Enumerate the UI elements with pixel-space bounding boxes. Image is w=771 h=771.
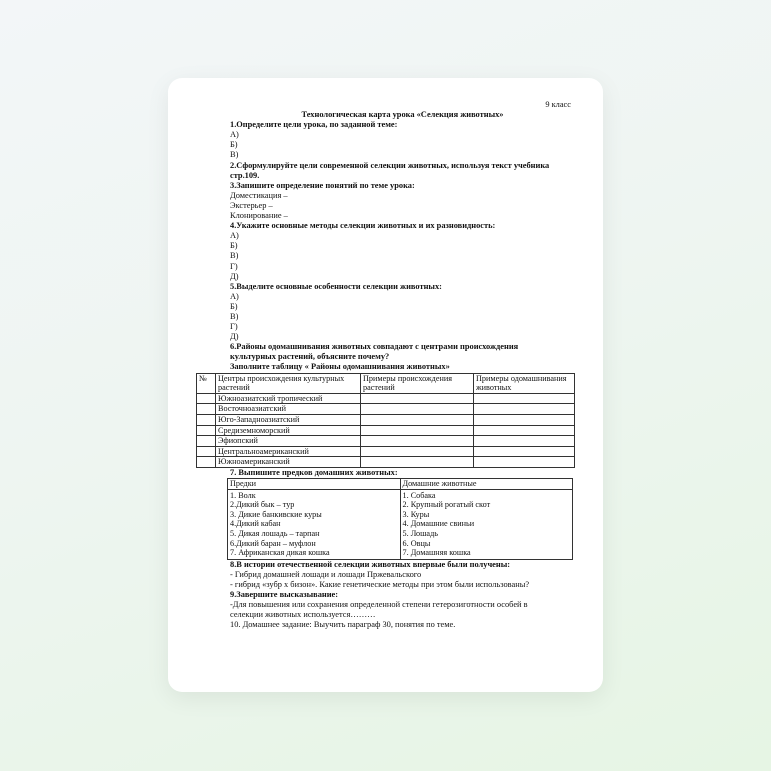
- table-cell: [197, 436, 216, 447]
- table-header-cell: Центры происхождения культурных растений: [216, 373, 361, 393]
- list-item: 6.Дикий баран – муфлон: [230, 538, 316, 548]
- q7-title: 7. Выпишите предков домашних животных:: [230, 467, 398, 477]
- table-cell[interactable]: [361, 457, 474, 468]
- list-item: 3. Куры: [402, 509, 430, 519]
- q3-item: Клонирование –: [230, 211, 288, 221]
- table-row: [197, 457, 575, 468]
- table-cell[interactable]: [474, 393, 575, 404]
- q1-item: Б): [230, 140, 238, 150]
- q6-title-line: культурных растений, объясните почему?: [230, 352, 390, 362]
- list-item: 1. Собака: [402, 490, 436, 500]
- grade-label: 9 класс: [545, 100, 571, 109]
- table-header-cell: №: [197, 373, 216, 393]
- list-item: 5. Дикая лошадь – тарпан: [230, 528, 320, 538]
- q4-item: Г): [230, 261, 238, 271]
- q1-item: А): [230, 130, 239, 140]
- q3-title: 3.Запишите определение понятий по теме урока:: [230, 180, 415, 190]
- table-header-cell: Домашние животные: [400, 478, 573, 489]
- table-cell: Восточноазиатский: [216, 404, 361, 415]
- q4-item: В): [230, 251, 239, 261]
- table-cell[interactable]: [361, 425, 474, 436]
- table-row: [197, 393, 575, 404]
- q5-item: А): [230, 291, 239, 301]
- domestication-table: [196, 373, 575, 468]
- table-cell: Южноамериканский: [216, 457, 361, 468]
- q2-title: 2.Сформулируйте цели современной селекции животных, используя текст учебника стр.109.: [230, 160, 550, 180]
- list-item: 1. Волк: [230, 490, 256, 500]
- q3-item: Экстерьер –: [230, 200, 273, 210]
- table-cell: Южноазиатский тропический: [216, 393, 361, 404]
- table-cell[interactable]: [474, 404, 575, 415]
- table-row: [197, 436, 575, 447]
- q4-item: Д): [230, 271, 239, 281]
- domestic-list: [400, 489, 573, 559]
- q4-item: А): [230, 231, 239, 241]
- list-item: 3. Дикие банкивские куры: [230, 509, 322, 519]
- table-cell: [197, 404, 216, 415]
- q1-item: В): [230, 150, 239, 160]
- q4-title: 4.Укажите основные методы селекции животных и их разновидность:: [230, 221, 496, 231]
- worksheet-page: [168, 78, 603, 692]
- table-row: [197, 404, 575, 415]
- table-row: [197, 425, 575, 436]
- table-cell: Юго-Западноазиатский: [216, 414, 361, 425]
- table-cell[interactable]: [361, 436, 474, 447]
- worksheet-content: [199, 100, 575, 630]
- list-item: 7. Африканская дикая кошка: [230, 548, 330, 558]
- table-cell: [197, 393, 216, 404]
- table-cell[interactable]: [474, 446, 575, 457]
- q8-item: - гибрид «зубр х бизон». Какие генетические методы при этом были использованы?: [230, 579, 530, 589]
- table-cell[interactable]: [474, 457, 575, 468]
- ancestors-list: [228, 489, 401, 559]
- table-row: [197, 446, 575, 457]
- list-item: 4.Дикий кабан: [230, 519, 281, 529]
- q9-text-line: селекции животных используется………: [230, 610, 376, 620]
- q6-title: [230, 342, 575, 362]
- q6-title-line: 6.Районы одомашнивания животных совпадают с центрами происхождения: [230, 342, 519, 352]
- table-cell: [197, 457, 216, 468]
- q9-text-line: -Для повышения или сохранения определенной степени гетерозиготности особей в: [230, 600, 528, 610]
- q10-text: 10. Домашнее задание: Выучить параграф 30, понятия по теме.: [230, 620, 456, 630]
- table-cell[interactable]: [361, 414, 474, 425]
- q3-item: Доместикация –: [230, 190, 288, 200]
- q5-item: Д): [230, 332, 239, 342]
- list-item: 4. Домашние свиньи: [402, 519, 475, 529]
- list-item: 2. Крупный рогатый скот: [402, 500, 491, 510]
- table-header-row: [228, 478, 573, 489]
- table-header-cell: Предки: [228, 478, 401, 489]
- table-header-row: [197, 373, 575, 393]
- q6-table-title: Заполните таблицу « Районы одомашнивания животных»: [230, 362, 450, 372]
- list-item: 2.Дикий бык – тур: [230, 500, 295, 510]
- q4-item: Б): [230, 241, 238, 251]
- table-cell[interactable]: [474, 414, 575, 425]
- worksheet-title: Технологическая карта урока «Селекция животных»: [301, 110, 504, 120]
- q5-item: Б): [230, 301, 238, 311]
- q8-item: - Гибрид домашней лошади и лошади Пржевальского: [230, 569, 422, 579]
- table-cell: Эфиопский: [216, 436, 361, 447]
- table-row: [197, 414, 575, 425]
- list-item: 7. Домашняя кошка: [402, 548, 471, 558]
- table-row: [228, 489, 573, 559]
- table-cell[interactable]: [474, 425, 575, 436]
- table-cell: Центральноамериканский: [216, 446, 361, 457]
- q5-item: Г): [230, 322, 238, 332]
- q5-title: 5.Выделите основные особенности селекции животных:: [230, 281, 442, 291]
- ancestors-table: [227, 478, 573, 560]
- table-header-cell: Примеры происхождения растений: [361, 373, 474, 393]
- q8-title: 8.В истории отечественной селекции животных впервые были получены:: [230, 559, 511, 569]
- q9-text: [230, 600, 575, 620]
- table-cell: [197, 425, 216, 436]
- table-header-cell: Примеры одомашнивания животных: [474, 373, 575, 393]
- table-cell[interactable]: [474, 436, 575, 447]
- table-cell[interactable]: [361, 393, 474, 404]
- table-cell[interactable]: [361, 446, 474, 457]
- table-cell: [197, 446, 216, 457]
- list-item: 6. Овцы: [402, 538, 431, 548]
- table-cell: [197, 414, 216, 425]
- table-cell: Средиземноморский: [216, 425, 361, 436]
- q9-title: 9.Завершите высказывание:: [230, 590, 339, 599]
- q5-item: В): [230, 311, 239, 321]
- table-cell[interactable]: [361, 404, 474, 415]
- q1-title: 1.Определите цели урока, по заданной теме:: [230, 120, 398, 130]
- list-item: 5. Лошадь: [402, 528, 438, 538]
